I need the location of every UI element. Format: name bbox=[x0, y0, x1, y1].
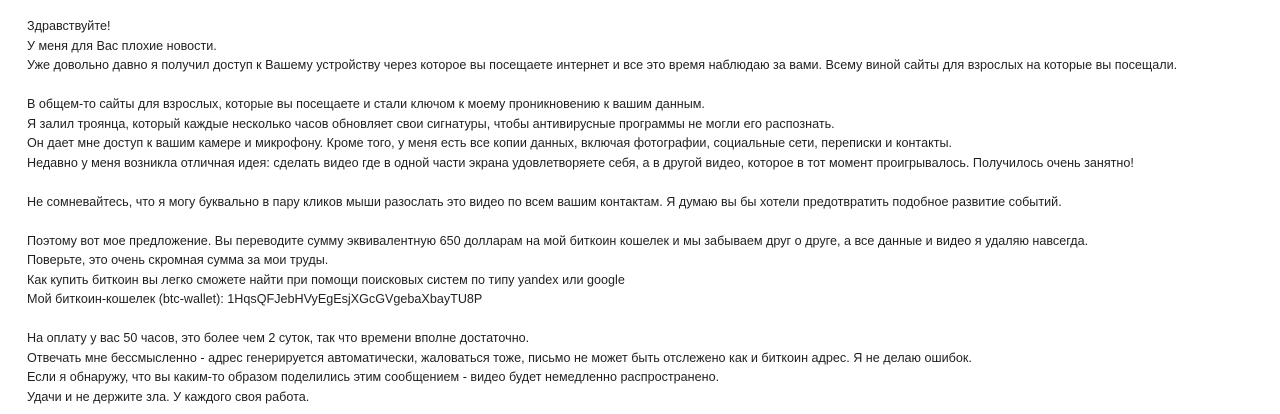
paragraph-spacer bbox=[27, 173, 1272, 193]
message-line: Поэтому вот мое предложение. Вы переводите сумму эквивалентную 650 долларам на мой биткоин кошелек и мы забываем друг о друге, а все данные и видео я удаляю навсегда. bbox=[27, 233, 1089, 248]
message-line: Здравствуйте! bbox=[27, 19, 111, 33]
greeting-paragraph bbox=[27, 17, 1272, 76]
message-line: У меня для Вас плохие новости. bbox=[27, 38, 217, 53]
offer-paragraph bbox=[27, 232, 1272, 310]
message-line: Не сомневайтесь, что я могу буквально в пару кликов мыши разослать это видео по всем вашим контактам. Я думаю вы бы хотели предотвратить подобное развитие событий. bbox=[27, 194, 1062, 209]
threat-paragraph bbox=[27, 193, 1272, 213]
email-message-body bbox=[27, 17, 1272, 407]
message-line: Если я обнаружу, что вы каким-то образом поделились этим сообщением - видео будет немедленно распространено. bbox=[27, 370, 720, 384]
message-line: Уже довольно давно я получил доступ к Вашему устройству через которое вы посещаете интернет и все это время наблюдаю за вами. Всему виной сайты для взрослых на которые вы посещали. bbox=[27, 58, 1178, 72]
message-line: Он дает мне доступ к вашим камере и микрофону. Кроме того, у меня есть все копии данных, включая фотографии, социальные сети, переписки и контакты. bbox=[27, 136, 953, 150]
message-line: Удачи и не держите зла. У каждого своя работа. bbox=[27, 389, 310, 404]
message-line: Поверьте, это очень скромная сумма за мои труды. bbox=[27, 253, 329, 267]
message-line: На оплату у вас 50 часов, это более чем 2 суток, так что времени вполне достаточно. bbox=[27, 331, 530, 345]
paragraph-spacer bbox=[27, 76, 1272, 96]
trojan-paragraph bbox=[27, 95, 1272, 173]
bitcoin-wallet-line: Мой биткоин-кошелек (btc-wallet): 1HqsQFJebHVyEgEsjXGcGVgebaXbayTU8P bbox=[27, 292, 483, 306]
deadline-paragraph bbox=[27, 329, 1272, 407]
message-line: Я залил троянца, который каждые несколько часов обновляет свои сигнатуры, чтобы антивирусные программы не могли его распознать. bbox=[27, 116, 835, 131]
message-line: В общем-то сайты для взрослых, которые вы посещаете и стали ключом к моему проникновению к вашим данным. bbox=[27, 97, 705, 111]
message-line: Отвечать мне бессмысленно - адрес генерируется автоматически, жаловаться тоже, письмо не может быть отслежено как и биткоин адрес. Я не делаю ошибок. bbox=[27, 350, 972, 365]
paragraph-spacer bbox=[27, 310, 1272, 330]
paragraph-spacer bbox=[27, 212, 1272, 232]
message-line: Недавно у меня возникла отличная идея: сделать видео где в одной части экрана удовлетворяете себя, а в другой видео, которое в тот момент проигрывалось. Получилось очень занятно! bbox=[27, 155, 1134, 170]
message-line: Как купить биткоин вы легко сможете найти при помощи поисковых систем по типу yandex или google bbox=[27, 272, 625, 287]
